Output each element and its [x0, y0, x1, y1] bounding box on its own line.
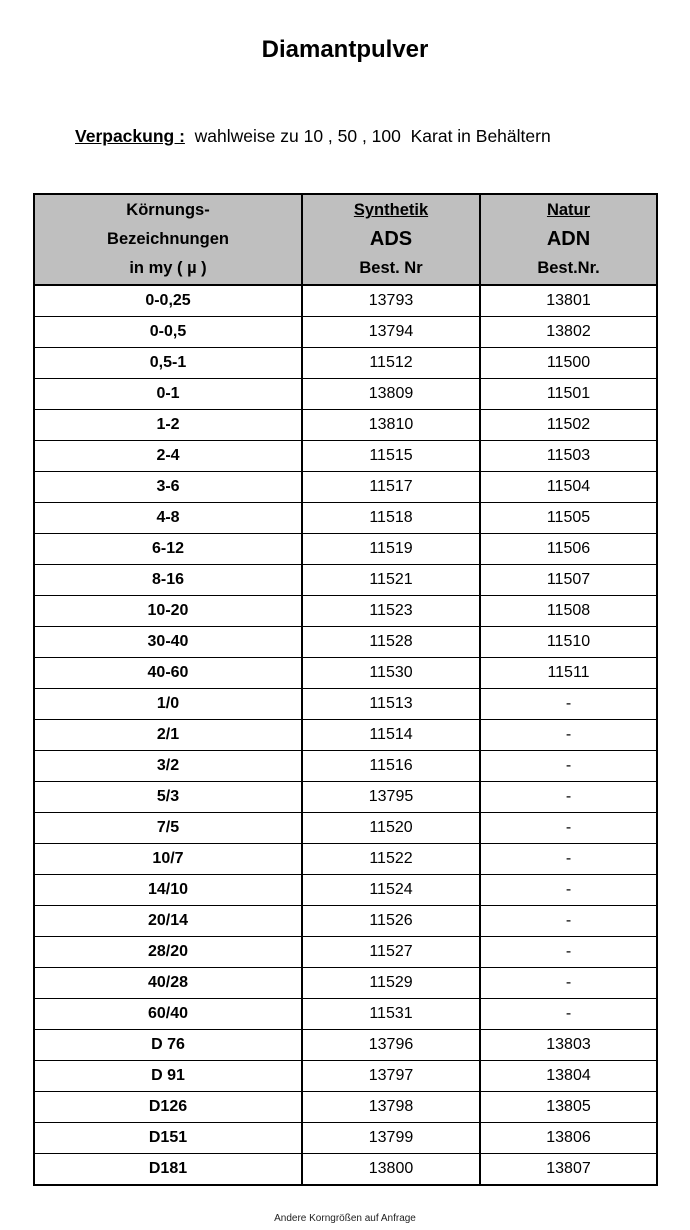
header-natural-code: ADN	[546, 228, 591, 250]
table-header-row	[34, 194, 657, 285]
table-row	[34, 906, 657, 937]
header-synthetic-title: Synthetik	[353, 201, 429, 219]
natural-order-number-cell: 13804	[480, 1061, 657, 1092]
table-row	[34, 1154, 657, 1186]
packaging-line	[75, 126, 551, 147]
synthetic-order-number-cell: 11512	[302, 348, 480, 379]
grain-size-cell: 2-4	[34, 441, 302, 472]
synthetic-order-number-cell: 11529	[302, 968, 480, 999]
synthetic-order-number-cell: 11520	[302, 813, 480, 844]
natural-order-number-cell: 13802	[480, 317, 657, 348]
table-row	[34, 689, 657, 720]
natural-order-number-cell: -	[480, 875, 657, 906]
grain-size-cell: D 76	[34, 1030, 302, 1061]
natural-order-number-cell: 11502	[480, 410, 657, 441]
grain-size-cell: 40-60	[34, 658, 302, 689]
synthetic-order-number-cell: 11528	[302, 627, 480, 658]
grain-size-cell: 60/40	[34, 999, 302, 1030]
natural-order-number-cell: -	[480, 999, 657, 1030]
table-row	[34, 596, 657, 627]
natural-order-number-cell: -	[480, 751, 657, 782]
grain-size-cell: D126	[34, 1092, 302, 1123]
natural-order-number-cell: 13801	[480, 285, 657, 317]
grain-size-cell: D181	[34, 1154, 302, 1186]
synthetic-order-number-cell: 11527	[302, 937, 480, 968]
synthetic-order-number-cell: 11515	[302, 441, 480, 472]
grain-size-cell: 3/2	[34, 751, 302, 782]
natural-order-number-cell: -	[480, 813, 657, 844]
synthetic-order-number-cell: 11519	[302, 534, 480, 565]
table-row	[34, 1030, 657, 1061]
table-row	[34, 534, 657, 565]
grain-size-cell: D 91	[34, 1061, 302, 1092]
table-row	[34, 999, 657, 1030]
header-grain-line-2: Bezeichnungen	[107, 230, 229, 248]
header-grain-designation	[34, 194, 302, 285]
natural-order-number-cell: 11511	[480, 658, 657, 689]
table-row	[34, 441, 657, 472]
natural-order-number-cell: -	[480, 782, 657, 813]
synthetic-order-number-cell: 11530	[302, 658, 480, 689]
grain-size-cell: 6-12	[34, 534, 302, 565]
natural-order-number-cell: 11504	[480, 472, 657, 503]
synthetic-order-number-cell: 13796	[302, 1030, 480, 1061]
header-grain-line-1: Körnungs-	[126, 201, 210, 219]
grain-size-cell: 0,5-1	[34, 348, 302, 379]
synthetic-order-number-cell: 11518	[302, 503, 480, 534]
grain-size-cell: 10/7	[34, 844, 302, 875]
header-natural	[480, 194, 657, 285]
table-row	[34, 565, 657, 596]
table-row	[34, 658, 657, 689]
grain-size-cell: 30-40	[34, 627, 302, 658]
table-row	[34, 751, 657, 782]
synthetic-order-number-cell: 11522	[302, 844, 480, 875]
natural-order-number-cell: -	[480, 844, 657, 875]
grain-size-cell: 10-20	[34, 596, 302, 627]
header-natural-order-no: Best.Nr.	[537, 259, 600, 277]
natural-order-number-cell: 13806	[480, 1123, 657, 1154]
table-body	[34, 285, 657, 1185]
grain-size-cell: 20/14	[34, 906, 302, 937]
natural-order-number-cell: 11508	[480, 596, 657, 627]
natural-order-number-cell: 11507	[480, 565, 657, 596]
table-row	[34, 1061, 657, 1092]
synthetic-order-number-cell: 13794	[302, 317, 480, 348]
grain-size-cell: 5/3	[34, 782, 302, 813]
table-row	[34, 1123, 657, 1154]
natural-order-number-cell: -	[480, 968, 657, 999]
natural-order-number-cell: -	[480, 906, 657, 937]
natural-order-number-cell: 13807	[480, 1154, 657, 1186]
header-natural-title: Natur	[546, 201, 591, 219]
natural-order-number-cell: 11510	[480, 627, 657, 658]
synthetic-order-number-cell: 13797	[302, 1061, 480, 1092]
natural-order-number-cell: -	[480, 689, 657, 720]
natural-order-number-cell: -	[480, 937, 657, 968]
table-row	[34, 844, 657, 875]
synthetic-order-number-cell: 13809	[302, 379, 480, 410]
synthetic-order-number-cell: 13793	[302, 285, 480, 317]
header-grain-line-3: in my ( µ )	[129, 259, 207, 277]
table-row	[34, 875, 657, 906]
synthetic-order-number-cell: 11531	[302, 999, 480, 1030]
footer-note: Andere Korngrößen auf Anfrage	[274, 1213, 416, 1224]
table-row	[34, 503, 657, 534]
natural-order-number-cell: -	[480, 720, 657, 751]
grain-size-cell: 1/0	[34, 689, 302, 720]
table-row	[34, 1092, 657, 1123]
header-synthetic	[302, 194, 480, 285]
synthetic-order-number-cell: 11513	[302, 689, 480, 720]
grain-size-cell: 40/28	[34, 968, 302, 999]
grain-size-cell: 0-0,5	[34, 317, 302, 348]
synthetic-order-number-cell: 13798	[302, 1092, 480, 1123]
grain-size-cell: 4-8	[34, 503, 302, 534]
grain-size-cell: 7/5	[34, 813, 302, 844]
header-synthetic-code: ADS	[369, 228, 413, 250]
natural-order-number-cell: 11505	[480, 503, 657, 534]
grain-size-cell: D151	[34, 1123, 302, 1154]
grain-size-cell: 0-0,25	[34, 285, 302, 317]
synthetic-order-number-cell: 13799	[302, 1123, 480, 1154]
table-row	[34, 410, 657, 441]
natural-order-number-cell: 11501	[480, 379, 657, 410]
table-row	[34, 379, 657, 410]
natural-order-number-cell: 13805	[480, 1092, 657, 1123]
packaging-text: wahlweise zu 10 , 50 , 100 Karat in Behältern	[194, 126, 551, 146]
table-row	[34, 472, 657, 503]
synthetic-order-number-cell: 13800	[302, 1154, 480, 1186]
natural-order-number-cell: 13803	[480, 1030, 657, 1061]
synthetic-order-number-cell: 13810	[302, 410, 480, 441]
grain-size-cell: 3-6	[34, 472, 302, 503]
table-row	[34, 627, 657, 658]
table-row	[34, 782, 657, 813]
table-row	[34, 720, 657, 751]
table-row	[34, 348, 657, 379]
synthetic-order-number-cell: 11524	[302, 875, 480, 906]
natural-order-number-cell: 11500	[480, 348, 657, 379]
natural-order-number-cell: 11506	[480, 534, 657, 565]
synthetic-order-number-cell: 11517	[302, 472, 480, 503]
table-row	[34, 317, 657, 348]
grain-size-cell: 0-1	[34, 379, 302, 410]
synthetic-order-number-cell: 11521	[302, 565, 480, 596]
synthetic-order-number-cell: 11516	[302, 751, 480, 782]
grain-size-cell: 14/10	[34, 875, 302, 906]
synthetic-order-number-cell: 11514	[302, 720, 480, 751]
table-row	[34, 813, 657, 844]
table-row	[34, 285, 657, 317]
page-title: Diamantpulver	[261, 36, 429, 63]
packaging-label: Verpackung :	[75, 126, 185, 146]
table-row	[34, 937, 657, 968]
header-synthetic-order-no: Best. Nr	[359, 259, 423, 277]
natural-order-number-cell: 11503	[480, 441, 657, 472]
grain-size-cell: 8-16	[34, 565, 302, 596]
grain-size-table	[33, 193, 658, 1186]
grain-size-cell: 2/1	[34, 720, 302, 751]
table-row	[34, 968, 657, 999]
grain-size-cell: 1-2	[34, 410, 302, 441]
grain-size-cell: 28/20	[34, 937, 302, 968]
synthetic-order-number-cell: 11523	[302, 596, 480, 627]
synthetic-order-number-cell: 11526	[302, 906, 480, 937]
synthetic-order-number-cell: 13795	[302, 782, 480, 813]
